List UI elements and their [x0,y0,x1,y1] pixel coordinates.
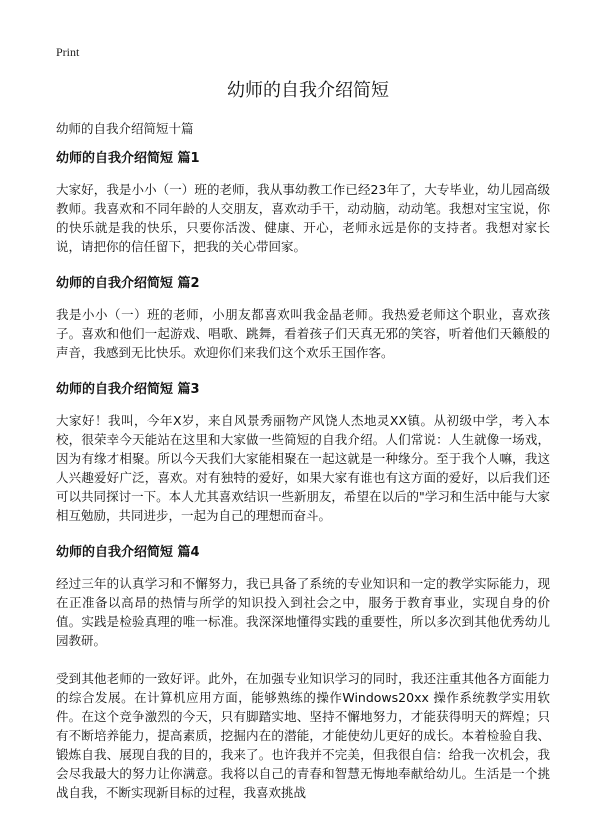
paragraph: 经过三年的认真学习和不懈努力，我已具备了系统的专业知识和一定的教学实际能力，现在正准备以高昂的热情与所学的知识投入到社会之中，服务于教育事业，实现自身的价值。实践是检验真理的唯一标准。我深深地懂得实践的重要性，所以多次到其他优秀幼儿园教研。 [56,576,550,648]
section-heading: 幼师的自我介绍简短 篇2 [56,276,200,291]
section-heading: 幼师的自我介绍简短 篇4 [56,545,200,560]
section-1 [56,150,550,256]
paragraph: 大家好！我叫，今年X岁，来自风景秀丽物产风饶人杰地灵XX镇。从初级中学，考入本校，很荣幸今天能站在这里和大家做一些简短的自我介绍。人们常说：人生就像一场戏，因为有缘才相聚。所以今天我们大家能相聚在一起这就是一种缘分。至于我个人嘛，我这人兴趣爱好广泛，喜欢。对有独特的爱好，如果大家有谁也有这方面的爱好，以后我们还可以共同探讨一下。本人尤其喜欢结识一些新朋友，希望在以后的"学习和生活中能与大家相互勉励，共同进步，一起为自己的理想而奋斗。 [56,413,550,523]
document-title: 幼师的自我介绍简短 [227,80,389,101]
document-subtitle: 幼师的自我介绍简短十篇 [56,121,194,136]
paragraph: 我是小小（一）班的老师，小朋友都喜欢叫我金晶老师。我热爱老师这个职业，喜欢孩子。喜欢和他们一起游戏、唱歌、跳舞，看着孩子们天真无邪的笑容，听着他们天籁般的声音，我感到无比快乐。欢迎你们来我们这个欢乐王国作客。 [56,307,550,360]
section-4 [56,544,550,802]
paragraph: 受到其他老师的一致好评。此外，在加强专业知识学习的同时，我还注重其他各方面能力的综合发展。在计算机应用方面，能够熟练的操作Windows20xx 操作系统教学实用软件。在这个竞争激烈的今天，只有脚踏实地、坚持不懈地努力，才能获得明天的辉煌；只有不断培养能力，提高素质，挖掘内在的潜能，才能使幼儿更好的成长。本着检验自我、锻炼自我、展现自我的目的，我来了。也许我并不完美，但我很自信：给我一次机会，我会尽我最大的努力让你满意。我将以自己的青春和智慧无悔地奉献给幼儿。生活是一个挑战自我，不断实现新目标的过程，我喜欢挑战 [56,671,550,800]
section-heading: 幼师的自我介绍简短 篇1 [56,151,200,166]
section-3 [56,381,550,525]
print-link[interactable]: Print [56,45,80,59]
section-2 [56,275,550,362]
paragraph: 大家好，我是小小（一）班的老师，我从事幼教工作已经23年了，大专毕业，幼儿园高级教师。我喜欢和不同年龄的人交朋友，喜欢动手干，动动脑，动动笔。我想对宝宝说，你的快乐就是我的快乐，只要你活泼、健康、开心，老师永远是你的支持者。我想对家长说，请把你的信任留下，把我的关心带回家。 [56,182,550,254]
section-heading: 幼师的自我介绍简短 篇3 [56,382,200,397]
document-content [56,150,550,821]
